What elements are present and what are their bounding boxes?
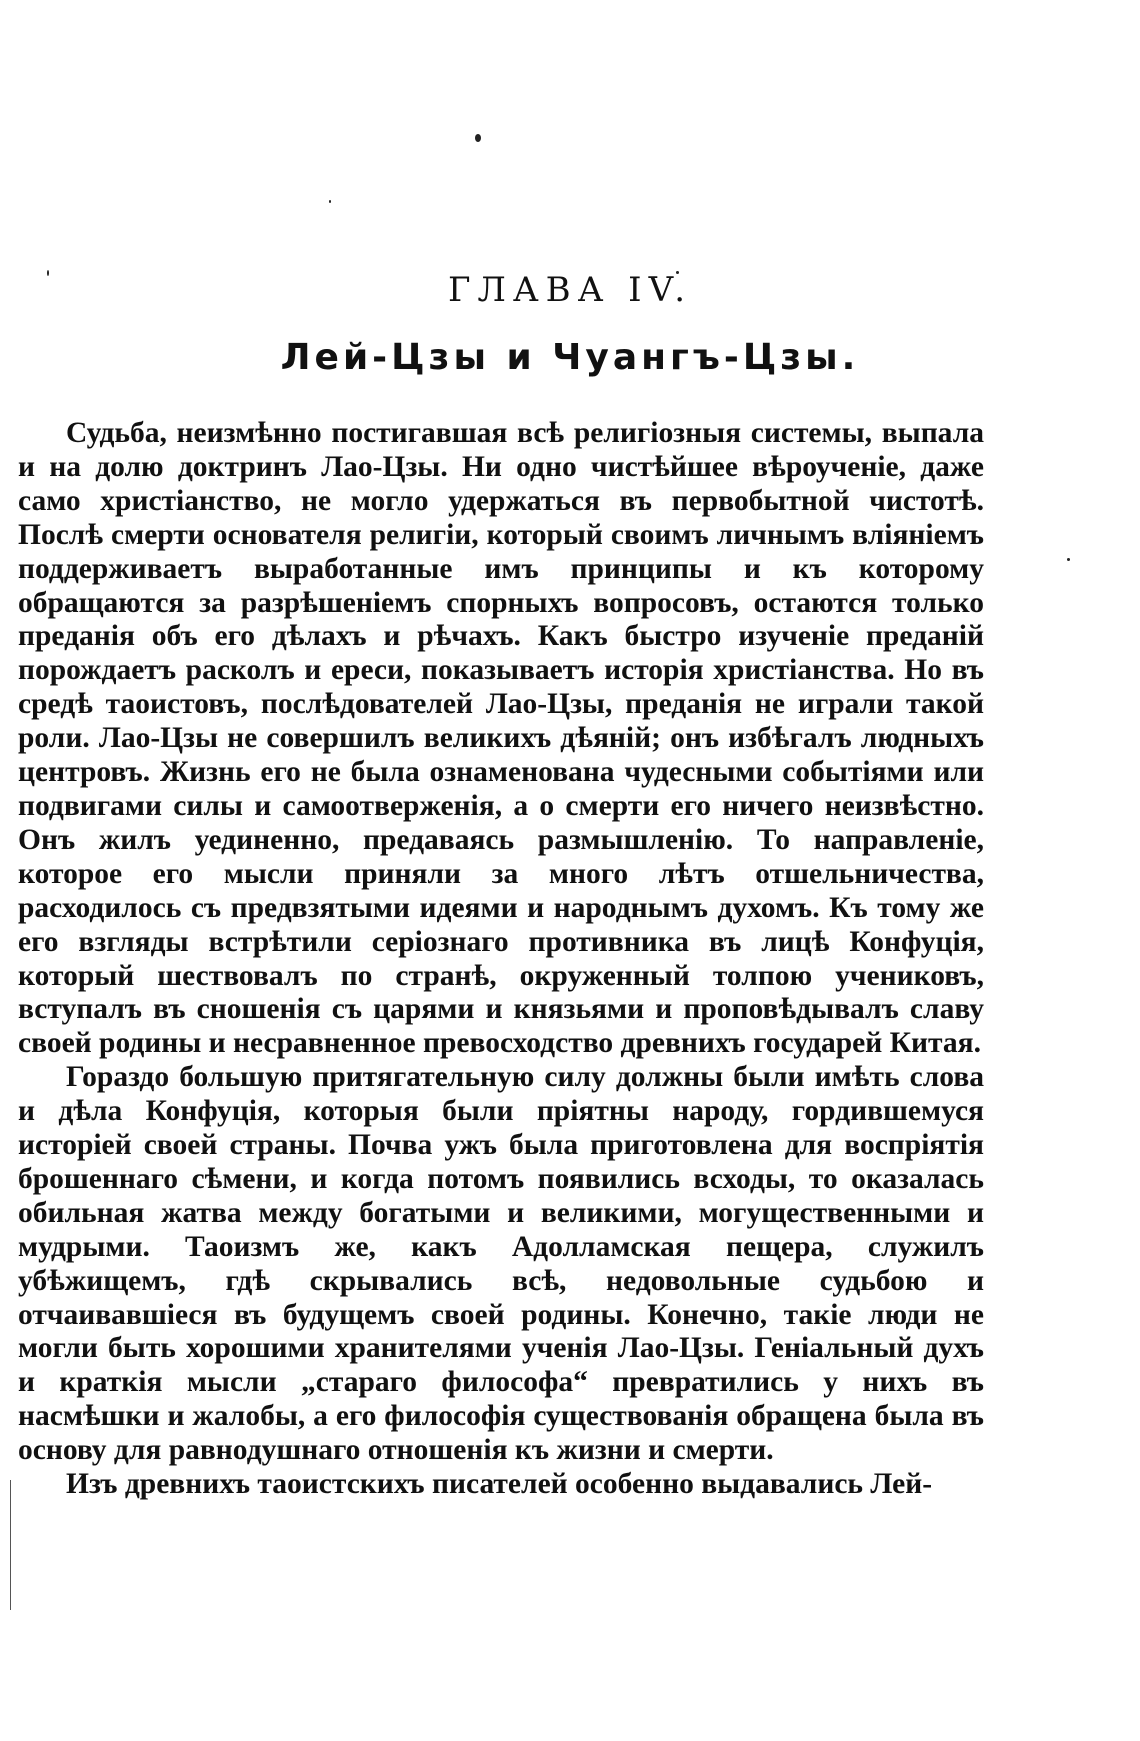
chapter-heading: ГЛАВА IV.: [447, 270, 693, 310]
ink-speck: [475, 134, 481, 142]
paragraph: Судьба, неизмѣнно постигавшая всѣ религіозныя системы, выпала и на долю доктринъ Лао-Цзы. Ни одно чистѣйшее вѣроученіе, даже само христіанство, не могло удержаться въ первобытной чистотѣ. Послѣ смерти основателя религіи, который своимъ личнымъ вліяніемъ поддерживаетъ выработанные имъ принципы и къ которому обращаются за разрѣшеніемъ спорныхъ вопросовъ, остаются только преданія объ его дѣлахъ и рѣчахъ. Какъ быстро изученіе преданій порождаетъ расколъ и ереси, показываетъ исторія христіанства. Но въ средѣ таоистовъ, послѣдователей Лао-Цзы, преданія не играли такой роли. Лао-Цзы не совершилъ великихъ дѣяній; онъ избѣгалъ людныхъ центровъ. Жизнь его не была ознаменована чудесными событіями или подвигами силы и самоотверженія, а о смерти его ничего неизвѣстно. Онъ жилъ уединенно, предаваясь размышленію. То направленіе, которое его мысли приняли за много лѣтъ отшельничества, расходилось съ предвзятыми идеями и народнымъ духомъ. Къ тому же его взгляды встрѣтили серіознаго противника въ лицѣ Конфуція, который шествовалъ по странѣ, окруженный толпою учениковъ, вступалъ въ сношенія съ царями и князьями и проповѣдывалъ славу своей родины и несравненное превосходство древнихъ государей Китая.: [18, 417, 984, 1060]
chapter-body: [18, 417, 984, 1502]
margin-scan-line: [10, 1480, 11, 1610]
ink-speck: [329, 200, 331, 203]
paragraph: Изъ древнихъ таоистскихъ писателей особенно выдавались Лей-: [66, 1468, 933, 1501]
paragraph: Гораздо большую притягательную силу должны были имѣть слова и дѣла Конфуція, которыя были пріятны народу, гордившемуся исторіей своей страны. Почва ужъ была приготовлена для воспріятія брошеннаго сѣмени, и когда потомъ появились всходы, то оказалась обильная жатва между богатыми и великими, могущественными и мудрыми. Таоизмъ же, какъ Адолламская пещера, служилъ убѣжищемъ, гдѣ скрывались всѣ, недовольные судьбою и отчаивавшіеся въ будущемъ своей родины. Конечно, такіе люди не могли быть хорошими хранителями ученія Лао-Цзы. Геніальный духъ и краткія мысли „стараго философа“ превратились у нихъ въ насмѣшки и жалобы, а его философія существованія обращена была въ основу для равнодушнаго отношенія къ жизни и смерти.: [18, 1061, 984, 1467]
chapter-title: Лей-Цзы и Чуангъ-Цзы.: [280, 337, 860, 378]
ink-speck: [1067, 558, 1070, 561]
